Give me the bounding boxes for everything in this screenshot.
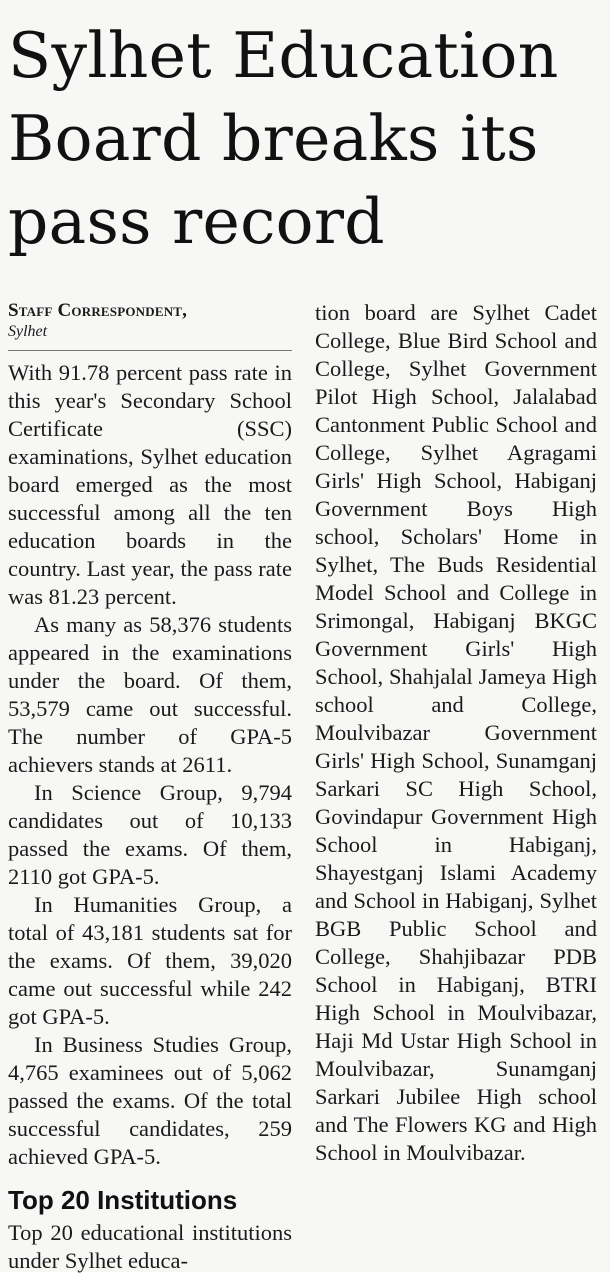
institutions-paragraph-start: Top 20 educational institutions under Sylhet educa- [8, 1220, 292, 1273]
article-paragraph: In Business Studies Group, 4,765 examinees out of 5,062 passed the exams. Of the total successful candidates, 259 achieved GPA-5. [8, 1032, 292, 1169]
article-column-right [315, 299, 597, 1167]
byline-divider [8, 350, 292, 351]
article-column-left [8, 300, 292, 1275]
article-paragraph: In Humanities Group, a total of 43,181 students sat for the exams. Of them, 39,020 came out successful while 242 got GPA-5. [8, 892, 292, 1029]
article-paragraph: As many as 58,376 students appeared in the examinations under the board. Of them, 53,579 came out successful. The number of GPA-5 achievers stands at 2611. [8, 612, 292, 777]
article-paragraph: With 91.78 percent pass rate in this year's Secondary School Certificate (SSC) examinations, Sylhet education board emerged as the most successful among all the ten education boards in the country. Last year, the pass rate was 81.23 percent. [8, 360, 292, 609]
article-byline: Staff Correspondent, [8, 300, 188, 321]
article-headline: Sylhet Education Board breaks its pass record [8, 19, 559, 258]
section-subheading: Top 20 Institutions [8, 1185, 238, 1215]
institutions-paragraph-continued: tion board are Sylhet Cadet College, Blue Bird School and College, Sylhet Government Pilot High School, Jalalabad Cantonment Public School and College, Sylhet Agragami Girls' High School, Habiganj Government Boys High school, Scholars' Home in Sylhet, The Buds Residential Model School and College in Srimongal, Habiganj BKGC Government Girls' High School, Shahjalal Jameya High school and College, Moulvibazar Government Girls' High School, Sunamganj Sarkari SC High School, Govindapur Government High School in Habiganj, Shayestganj Islami Academy and School in Habiganj, Sylhet BGB Public School and College, Shahjibazar PDB School in Habiganj, BTRI High School in Moulvibazar, Haji Md Ustar High School in Moulvibazar, Sunamganj Sarkari Jubilee High school and The Flowers KG and High School in Moulvibazar. [315, 300, 597, 1165]
article-paragraph: In Science Group, 9,794 candidates out of 10,133 passed the exams. Of them, 2110 got GPA-5. [8, 780, 292, 889]
article-dateline: Sylhet [8, 323, 48, 340]
